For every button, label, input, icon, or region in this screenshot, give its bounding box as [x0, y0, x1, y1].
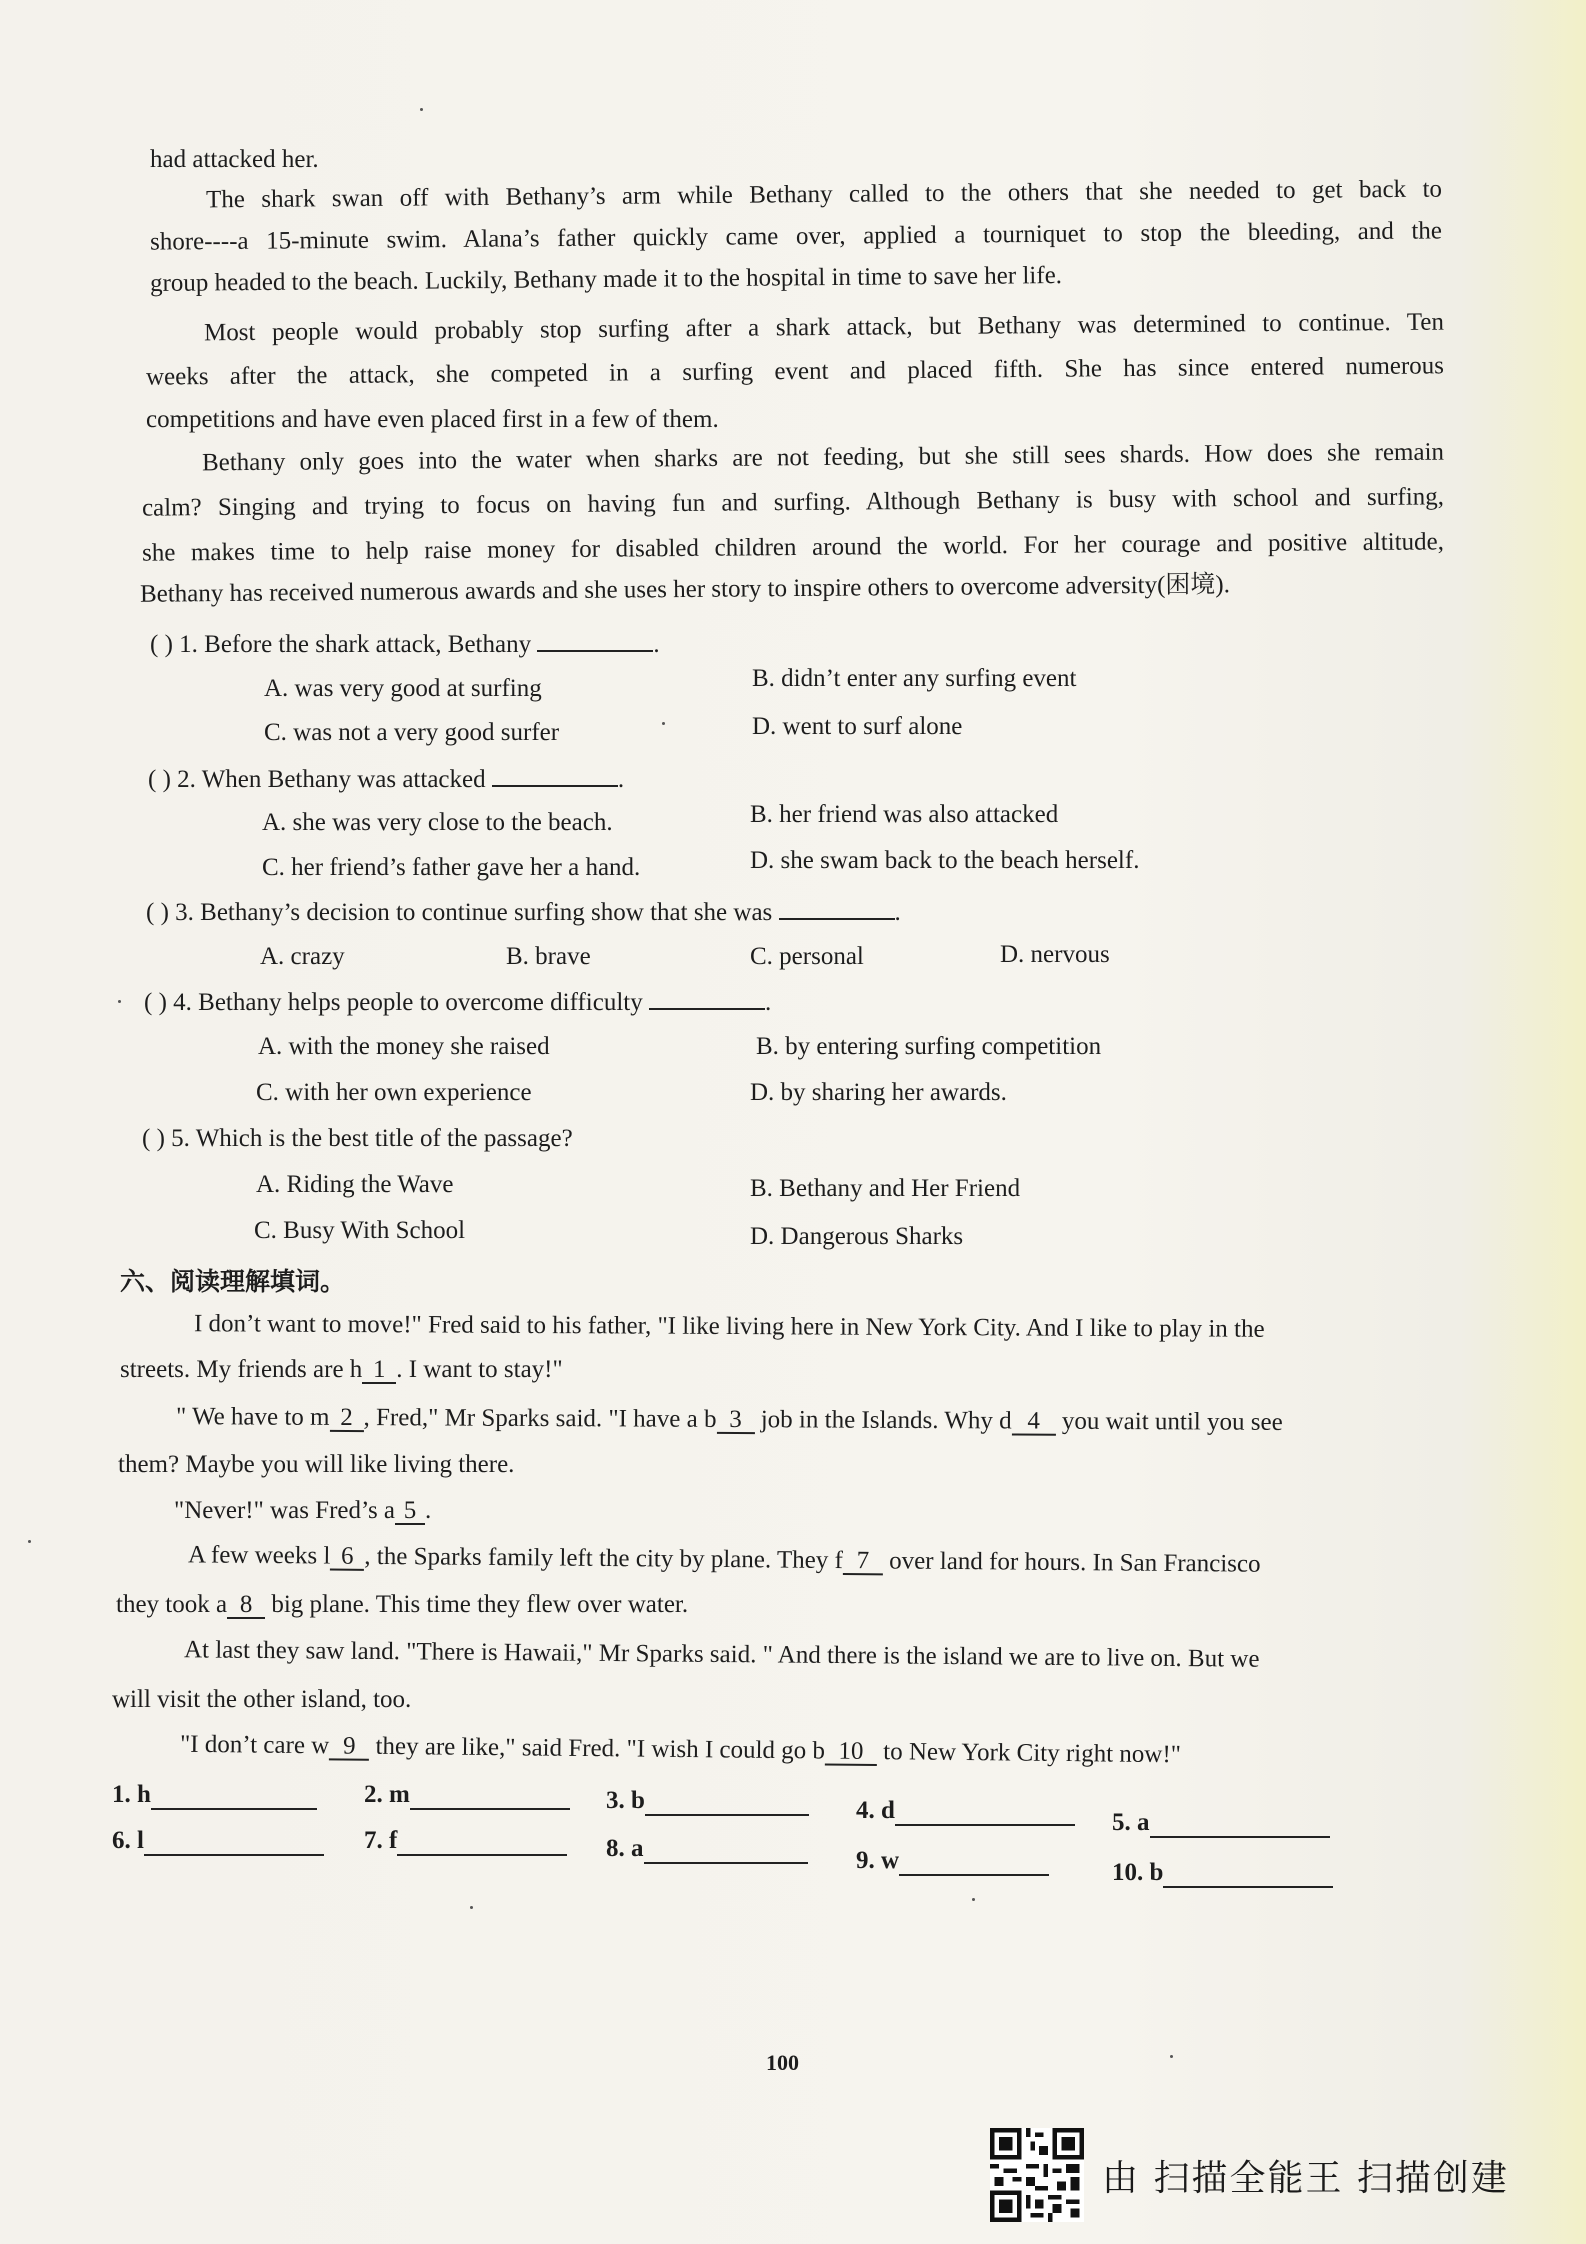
cloze-blank-number: 7 — [843, 1549, 883, 1575]
cloze-text: I don’t want to move!" Fred said to his father, "I like living here in New York City. And I like to play in the — [193, 1310, 1265, 1343]
cloze-text: will visit the other island, too. — [112, 1686, 412, 1713]
passage-line: had attacked her. — [150, 146, 319, 173]
passage-line: The shark swan off with Bethany’s arm while Bethany called to the others that she needed to get back to — [205, 175, 1443, 214]
scan-speck — [662, 722, 665, 725]
cloze-line — [184, 1635, 1260, 1674]
answer-blank — [492, 765, 618, 787]
option: A. with the money she raised — [258, 1033, 550, 1060]
option: B. by entering surfing competition — [756, 1033, 1102, 1060]
cloze-line — [188, 1540, 1261, 1579]
question-stem-text: ( ) 4. Bethany helps people to overcome difficulty — [144, 989, 643, 1016]
answer-slot — [856, 1796, 1075, 1826]
option: A. was very good at surfing — [264, 675, 542, 702]
answer-slot — [1112, 1808, 1330, 1838]
scan-speck — [28, 1540, 31, 1543]
cloze-line — [120, 1355, 563, 1385]
scan-speck — [1170, 2055, 1173, 2058]
answer-line — [895, 1800, 1075, 1826]
cloze-blank-number: 2 — [329, 1406, 363, 1432]
passage-line: competitions and have even placed first in a few of them. — [146, 406, 719, 433]
answer-line — [410, 1784, 570, 1810]
passage-line: Bethany only goes into the water when sharks are not feeding, but she still sees shards. How does she remain — [201, 438, 1445, 477]
option: A. Riding the Wave — [256, 1171, 454, 1198]
answer-label: 10. b — [1112, 1859, 1164, 1886]
cloze-blank-number: 4 — [1012, 1409, 1056, 1435]
scan-speck — [420, 108, 423, 111]
option: A. she was very close to the beach. — [262, 809, 613, 836]
question-3-stem — [146, 898, 901, 928]
option: C. Busy With School — [254, 1217, 466, 1244]
option: D. she swam back to the beach herself. — [750, 847, 1140, 874]
answer-label: 3. b — [606, 1787, 645, 1814]
cloze-blank-number: 9 — [329, 1734, 369, 1760]
cloze-text: job in the Islands. Why d — [754, 1406, 1012, 1435]
question-stem-end: . — [653, 631, 660, 658]
answer-label: 5. a — [1112, 1809, 1150, 1836]
scan-speck — [470, 1906, 473, 1909]
cloze-text: , the Sparks family left the city by plane. They f — [364, 1542, 844, 1575]
answer-slot — [364, 1826, 567, 1856]
scan-speck — [972, 1898, 975, 1901]
cloze-text: over land for hours. In San Francisco — [882, 1547, 1261, 1578]
option: D. by sharing her awards. — [750, 1079, 1007, 1106]
question-stem-text: ( ) 2. When Bethany was attacked — [148, 766, 486, 793]
answer-blank — [649, 988, 765, 1010]
answer-line — [1150, 1812, 1330, 1838]
answer-blank — [537, 630, 653, 652]
answer-label: 7. f — [364, 1827, 398, 1854]
passage-line: calm? Singing and trying to focus on having fun and surfing. Although Bethany is busy with school and surfing, — [141, 483, 1445, 522]
cloze-text: them? Maybe you will like living there. — [118, 1451, 515, 1478]
option: C. her friend’s father gave her a hand. — [262, 854, 641, 881]
cloze-text: "I don’t care w — [179, 1730, 330, 1760]
section-title: 六、阅读理解填词。 — [120, 1267, 346, 1296]
option: B. didn’t enter any surfing event — [752, 665, 1077, 692]
question-stem-end: . — [894, 899, 901, 926]
cloze-line — [194, 1309, 1265, 1345]
option: D. went to surf alone — [752, 713, 963, 740]
passage-line: Most people would probably stop surfing after a shark attack, but Bethany was determined to continue. Ten — [203, 308, 1445, 347]
answer-label: 8. a — [606, 1835, 644, 1862]
answer-label: 4. d — [856, 1797, 895, 1824]
cloze-blank-number: 5 — [395, 1499, 425, 1525]
cloze-text: . — [425, 1497, 432, 1524]
cloze-text: they took a — [116, 1591, 228, 1618]
answer-slot — [112, 1780, 317, 1810]
answer-label: 2. m — [364, 1781, 410, 1808]
question-stem-text: ( ) 5. Which is the best title of the passage? — [142, 1125, 573, 1152]
cloze-text: " We have to m — [175, 1403, 330, 1431]
question-stem-end: . — [617, 766, 625, 793]
cloze-blank-number: 6 — [330, 1545, 364, 1571]
option: B. her friend was also attacked — [750, 801, 1059, 828]
passage-line: shore----a 15-minute swim. Alana’s father quickly came over, applied a tourniquet to stop the bleeding, and the — [149, 217, 1443, 256]
answer-label: 1. h — [112, 1781, 151, 1808]
passage-line: she makes time to help raise money for disabled children around the world. For her courage and positive altitude, — [141, 528, 1445, 567]
question-4-stem — [144, 988, 771, 1018]
cloze-line — [118, 1450, 514, 1480]
cloze-text: , Fred," Mr Sparks said. "I have a b — [363, 1404, 717, 1433]
cloze-text: . I want to stay!" — [396, 1356, 563, 1383]
option: D. nervous — [1000, 941, 1110, 968]
scanner-watermark — [990, 2128, 1509, 2222]
answer-line — [397, 1830, 567, 1856]
answer-slot — [606, 1834, 808, 1864]
cloze-blank-number: 1 — [362, 1358, 396, 1384]
qr-code-icon — [990, 2128, 1084, 2222]
option: B. brave — [506, 943, 591, 970]
answer-slot — [606, 1786, 809, 1816]
answer-line — [645, 1790, 809, 1816]
answer-slot — [364, 1780, 570, 1810]
answer-line — [644, 1838, 808, 1864]
cloze-line — [176, 1402, 1283, 1438]
cloze-line — [174, 1496, 431, 1526]
passage-line: group headed to the beach. Luckily, Bethany made it to the hospital in time to save her life. — [149, 262, 1063, 297]
option: C. with her own experience — [256, 1079, 532, 1106]
answer-slot — [1112, 1858, 1333, 1888]
question-stem-text: ( ) 3. Bethany’s decision to continue surfing show that she was — [146, 899, 773, 926]
cloze-text: big plane. This time they flew over water. — [265, 1591, 689, 1618]
answer-line — [1163, 1862, 1333, 1888]
passage-line: weeks after the attack, she competed in a surfing event and placed fifth. She has since entered numerous — [145, 352, 1445, 391]
watermark-text: 由 扫描全能王 扫描创建 — [1102, 2157, 1509, 2199]
cloze-line — [112, 1685, 411, 1715]
page-number: 100 — [766, 2050, 799, 2075]
cloze-blank-number: 3 — [716, 1408, 754, 1434]
cloze-text: At last they saw land. "There is Hawaii," Mr Sparks said. " And there is the island we are to live on. But we — [183, 1636, 1260, 1673]
passage-line: Bethany has received numerous awards and she uses her story to inspire others to overcome adversity(困境). — [139, 571, 1231, 608]
option: B. Bethany and Her Friend — [750, 1175, 1021, 1202]
cloze-blank-number: 10 — [825, 1740, 877, 1767]
answer-slot — [856, 1846, 1049, 1876]
cloze-line — [116, 1590, 688, 1620]
answer-label: 9. w — [856, 1847, 900, 1874]
option: C. personal — [750, 943, 864, 970]
answer-blank — [779, 898, 895, 920]
option: D. Dangerous Sharks — [750, 1223, 964, 1250]
option: C. was not a very good surfer — [264, 719, 560, 746]
question-stem-text: ( ) 1. Before the shark attack, Bethany — [150, 631, 532, 658]
answer-line — [899, 1850, 1049, 1876]
cloze-text: you wait until you see — [1055, 1407, 1283, 1436]
answer-line — [151, 1784, 317, 1810]
option: A. crazy — [260, 943, 345, 970]
cloze-text: "Never!" was Fred’s a — [174, 1497, 396, 1524]
cloze-text: to New York City right now!" — [876, 1738, 1182, 1769]
cloze-text: A few weeks l — [187, 1541, 331, 1570]
question-stem-end: . — [764, 989, 772, 1016]
question-1-stem — [150, 630, 660, 660]
answer-slot — [112, 1826, 324, 1856]
cloze-blank-number: 8 — [227, 1593, 265, 1619]
question-5-stem — [142, 1124, 573, 1154]
question-2-stem — [148, 765, 624, 795]
answer-line — [144, 1830, 324, 1856]
cloze-line — [180, 1730, 1181, 1770]
cloze-text: streets. My friends are h — [120, 1356, 363, 1383]
scan-speck — [118, 1000, 121, 1003]
cloze-text: they are like," said Fred. "I wish I could go b — [369, 1732, 826, 1765]
answer-label: 6. l — [112, 1827, 144, 1854]
